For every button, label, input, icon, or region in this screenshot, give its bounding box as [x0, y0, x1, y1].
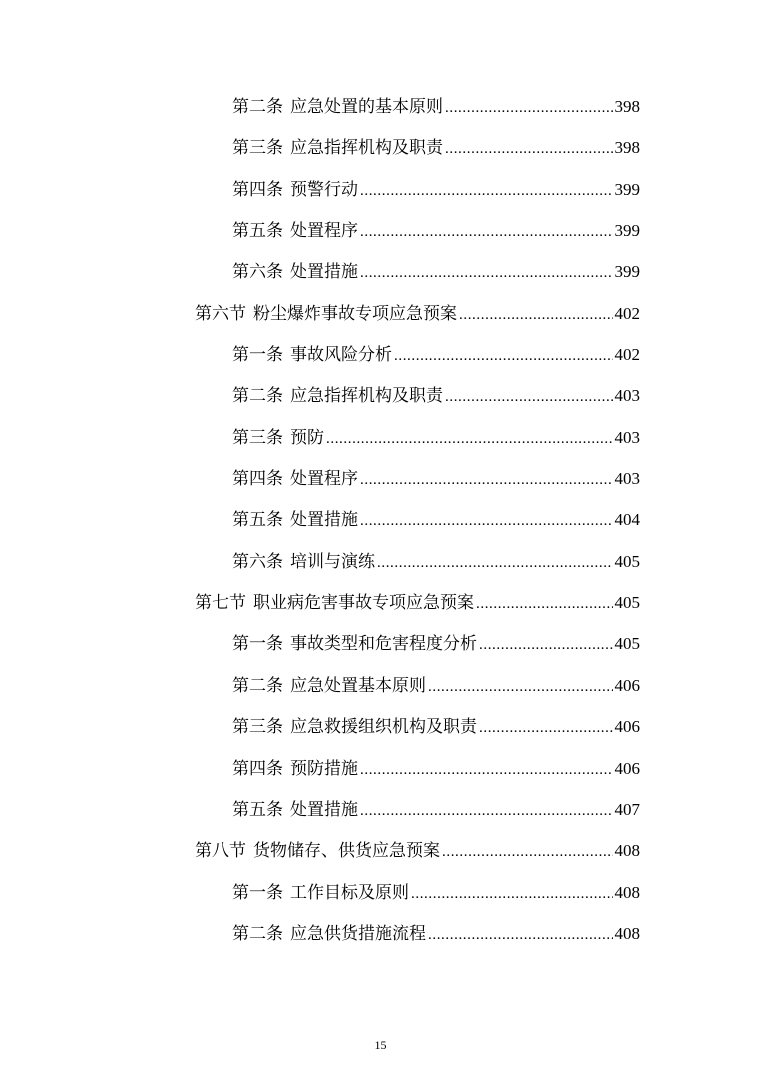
toc-entry-number: 第四条: [232, 469, 283, 490]
toc-entry-page: 403: [614, 469, 640, 489]
toc-entry-number: 第一条: [232, 634, 283, 655]
toc-entry-title: 应急处置的基本原则: [290, 97, 443, 117]
dot-leader: [394, 344, 613, 368]
dot-leader: [360, 799, 613, 823]
toc-entry-number: 第六条: [232, 262, 283, 283]
toc-entry-row: [232, 343, 640, 368]
toc-entry-number: 第一条: [232, 882, 283, 903]
toc-entry-number: 第三条: [232, 427, 283, 448]
toc-section-entry[interactable]: [195, 833, 640, 874]
page-number: 15: [374, 1038, 387, 1052]
toc-entry-title: 应急供货措施流程: [290, 923, 426, 944]
toc-entry-row: [232, 715, 640, 740]
toc-article-entry[interactable]: [232, 916, 640, 957]
toc-entry-title: 应急处置基本原则: [290, 675, 426, 696]
toc-entry-title: 粉尘爆炸事故专项应急预案: [253, 303, 457, 324]
toc-entry-page: 399: [614, 221, 640, 241]
toc-article-entry[interactable]: [232, 502, 640, 543]
toc-entry-page: 406: [614, 675, 640, 695]
dot-leader: [428, 923, 613, 947]
toc-entry-number: 第三条: [232, 717, 283, 738]
toc-entry-number: 第四条: [232, 758, 283, 779]
toc-entry-number: 第七节: [195, 593, 246, 614]
toc-entry-row: [232, 178, 640, 203]
toc-entry-title: 处置程序: [290, 469, 358, 490]
toc-entry-page: 402: [614, 345, 640, 365]
toc-entry-title: 事故风险分析: [290, 345, 392, 366]
toc-article-entry[interactable]: [232, 420, 640, 461]
toc-entry-title: 培训与演练: [290, 551, 375, 572]
toc-entry-page: 407: [614, 799, 640, 819]
toc-entry-page: 402: [614, 303, 640, 323]
toc-entry-title: 处置程序: [290, 221, 358, 242]
toc-section-entry[interactable]: [195, 296, 640, 337]
toc-entry-page: 408: [614, 882, 640, 902]
toc-entry-row: [232, 95, 640, 120]
dot-leader: [442, 840, 613, 864]
toc-entry-page: 399: [614, 179, 640, 199]
toc-entry-page: 408: [614, 923, 640, 943]
toc-entry-page: 405: [614, 634, 640, 654]
toc-entry-title: 应急指挥机构及职责: [290, 138, 443, 159]
toc-article-entry[interactable]: [232, 213, 640, 254]
toc-entry-row: [195, 839, 640, 864]
toc-article-entry[interactable]: [232, 751, 640, 792]
toc-entry-title: 货物储存、供货应急预案: [253, 841, 440, 862]
toc-entry-page: 408: [614, 841, 640, 861]
toc-article-entry[interactable]: [232, 875, 640, 916]
toc-entry-number: 第一条: [232, 345, 283, 366]
toc-entry-row: [232, 260, 640, 285]
toc-entry-title: 事故类型和危害程度分析: [290, 634, 477, 655]
toc-entry-row: [232, 757, 640, 782]
toc-entry-page: 406: [614, 717, 640, 737]
toc-entry-title: 预防措施: [290, 758, 358, 779]
toc-entry-number: 第六节: [195, 303, 246, 324]
dot-leader: [360, 468, 613, 492]
dot-leader: [476, 592, 613, 616]
toc-article-entry[interactable]: [232, 130, 640, 171]
toc-entry-page: 398: [614, 97, 640, 116]
toc-entry-row: [232, 798, 640, 823]
toc-article-entry[interactable]: [232, 378, 640, 419]
toc-entry-number: 第五条: [232, 799, 283, 820]
dot-leader: [445, 137, 613, 161]
toc-entry-number: 第二条: [232, 386, 283, 407]
toc-entry-title: 处置措施: [290, 262, 358, 283]
dot-leader: [445, 385, 613, 409]
toc-entry-number: 第四条: [232, 179, 283, 200]
dot-leader: [360, 758, 613, 782]
toc-entry-row: [232, 467, 640, 492]
dot-leader: [459, 303, 613, 327]
toc-article-entry[interactable]: [232, 544, 640, 585]
dot-leader: [479, 633, 613, 657]
dot-leader: [360, 179, 613, 203]
toc-entry-title: 处置措施: [290, 799, 358, 820]
dot-leader: [411, 882, 613, 906]
toc-entry-row: [195, 591, 640, 616]
toc-article-entry[interactable]: [232, 792, 640, 833]
toc-entry-row: [232, 674, 640, 699]
toc-entry-page: 406: [614, 758, 640, 778]
toc-entry-title: 处置措施: [290, 510, 358, 531]
toc-entry-number: 第五条: [232, 221, 283, 242]
toc-entry-page: 403: [614, 427, 640, 447]
dot-leader: [360, 220, 613, 244]
toc-entry-page: 405: [614, 593, 640, 613]
toc-entry-row: [232, 881, 640, 906]
toc-entry-page: 398: [614, 138, 640, 158]
toc-entry-title: 预警行动: [290, 179, 358, 200]
toc-entry-title: 工作目标及原则: [290, 882, 409, 903]
toc-article-entry[interactable]: [232, 709, 640, 750]
dot-leader: [445, 96, 613, 120]
toc-entry-row: [232, 136, 640, 161]
toc-entry-page: 403: [614, 386, 640, 406]
toc-entry-number: 第二条: [232, 923, 283, 944]
toc-article-entry[interactable]: [232, 668, 640, 709]
toc-entry-number: 第五条: [232, 510, 283, 531]
toc-entry-title: 应急救援组织机构及职责: [290, 717, 477, 738]
toc-entry-row: [195, 302, 640, 327]
toc-article-entry[interactable]: [232, 89, 640, 130]
toc-entry-row: [232, 550, 640, 575]
toc-entry-row: [232, 426, 640, 451]
toc-entry-row: [232, 508, 640, 533]
dot-leader: [360, 509, 613, 533]
toc-entry-number: 第二条: [232, 675, 283, 696]
toc-article-entry[interactable]: [232, 626, 640, 667]
toc-entry-page: 404: [614, 510, 640, 530]
toc-entry-row: [232, 219, 640, 244]
toc-section-entry[interactable]: [195, 585, 640, 626]
toc-article-entry[interactable]: [232, 172, 640, 213]
dot-leader: [377, 551, 613, 575]
dot-leader: [326, 427, 613, 451]
toc-entry-row: [232, 922, 640, 947]
dot-leader: [360, 261, 613, 285]
dot-leader: [479, 716, 613, 740]
toc-entry-row: [232, 632, 640, 657]
toc-article-entry[interactable]: [232, 461, 640, 502]
toc-article-entry[interactable]: [232, 337, 640, 378]
table-of-contents: [0, 89, 761, 957]
toc-entry-page: 405: [614, 551, 640, 571]
toc-entry-title: 预防: [290, 427, 324, 448]
toc-entry-page: 399: [614, 262, 640, 282]
toc-entry-number: 第二条: [232, 97, 283, 117]
toc-article-entry[interactable]: [232, 254, 640, 295]
dot-leader: [428, 675, 613, 699]
toc-entry-number: 第三条: [232, 138, 283, 159]
toc-entry-number: 第八节: [195, 841, 246, 862]
toc-entry-number: 第六条: [232, 551, 283, 572]
toc-entry-row: [232, 384, 640, 409]
toc-entry-title: 职业病危害事故专项应急预案: [253, 593, 474, 614]
toc-entry-title: 应急指挥机构及职责: [290, 386, 443, 407]
